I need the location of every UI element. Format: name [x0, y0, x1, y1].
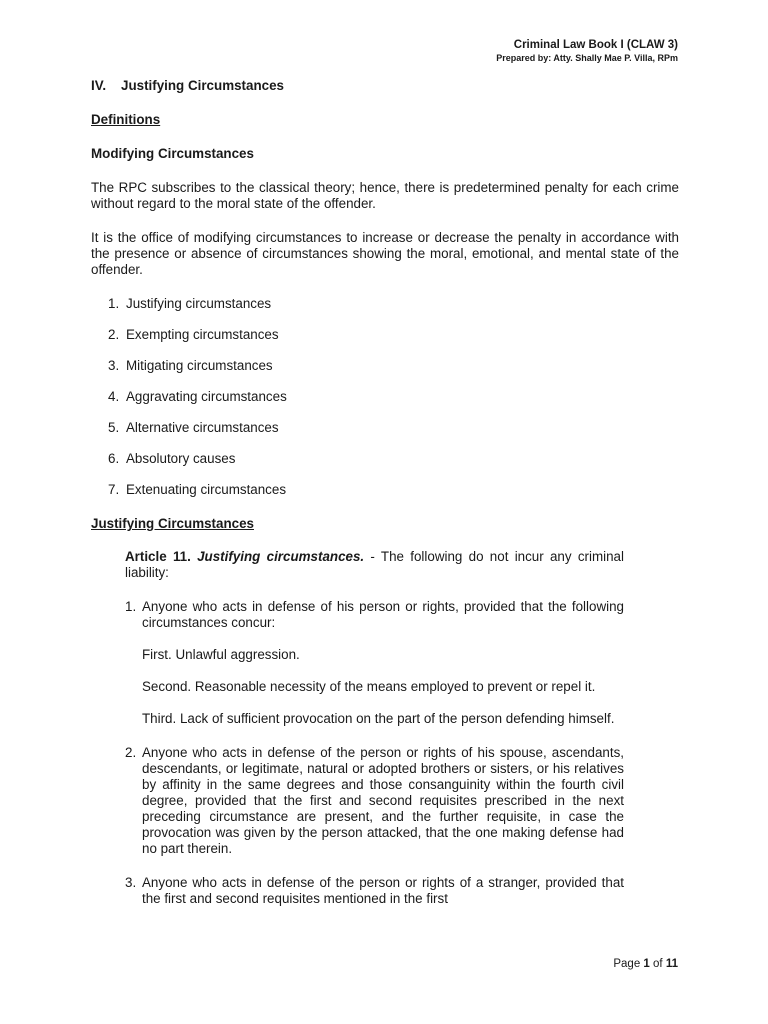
document-body: [91, 78, 679, 907]
running-header: [496, 38, 678, 64]
modifying-circumstances-list: [91, 296, 679, 498]
paragraph-office-of-modifying: It is the office of modifying circumstances to increase or decrease the penalty in accordance with the presence or absence of circumstances showing the moral, emotional, and mental state of the offender.: [91, 230, 679, 277]
page-number: Page 1 of 11: [613, 958, 678, 970]
list-item: 4. Aggravating circumstances: [108, 389, 287, 404]
list-item: 2. Exempting circumstances: [108, 327, 279, 342]
list-item: 7. Extenuating circumstances: [108, 482, 287, 497]
section-heading: IV. Justifying Circumstances: [91, 78, 284, 93]
header-prepared-by: Prepared by: Atty. Shally Mae P. Villa, RPm: [496, 53, 678, 63]
list-item: 6. Absolutory causes: [108, 451, 236, 466]
modifying-circumstances-heading: Modifying Circumstances: [91, 146, 254, 161]
requisite-second: Second. Reasonable necessity of the means employed to prevent or repel it.: [142, 679, 596, 694]
requisite-first: First. Unlawful aggression.: [142, 647, 300, 662]
article-11-list: [125, 599, 624, 907]
list-item: 2. Anyone who acts in defense of the person or rights of his spouse, ascendants, descendants, or legitimate, natural or adopted brothers or sisters, or his relatives by affinity in the same degrees and those consanguinity within the fourth civil degree, provided that the first and second requisites prescribed in the next preceding circumstance are present, and the further requisite, in case the provocation was given by the person attacked, that the one making defense had no part therein.: [125, 745, 624, 856]
header-course-title: Criminal Law Book I (CLAW 3): [513, 39, 678, 51]
definitions-heading: Definitions: [91, 112, 161, 127]
article-11: [125, 549, 624, 907]
list-item: 1. Justifying circumstances: [108, 296, 272, 311]
list-item: 1. Anyone who acts in defense of his person or rights, provided that the following circumstances concur: First. Unlawful aggression. Second. Reasonable necessity of the means employed to prevent or repel it. Third. Lack of sufficient provocation on the part of the person defending himself.: [125, 599, 624, 726]
list-item: 3. Mitigating circumstances: [108, 358, 273, 373]
justifying-circumstances-heading: Justifying Circumstances: [91, 516, 254, 531]
list-item: 5. Alternative circumstances: [108, 420, 279, 435]
paragraph-classical-theory: The RPC subscribes to the classical theory; hence, there is predetermined penalty for each crime without regard to the moral state of the offender.: [91, 180, 679, 211]
article-11-intro: Article 11. Justifying circumstances. - The following do not incur any criminal liability:: [125, 549, 624, 580]
list-item: 3. Anyone who acts in defense of the person or rights of a stranger, provided that the first and second requisites mentioned in the first: [125, 875, 624, 906]
requisite-third: Third. Lack of sufficient provocation on the part of the person defending himself.: [142, 711, 615, 726]
